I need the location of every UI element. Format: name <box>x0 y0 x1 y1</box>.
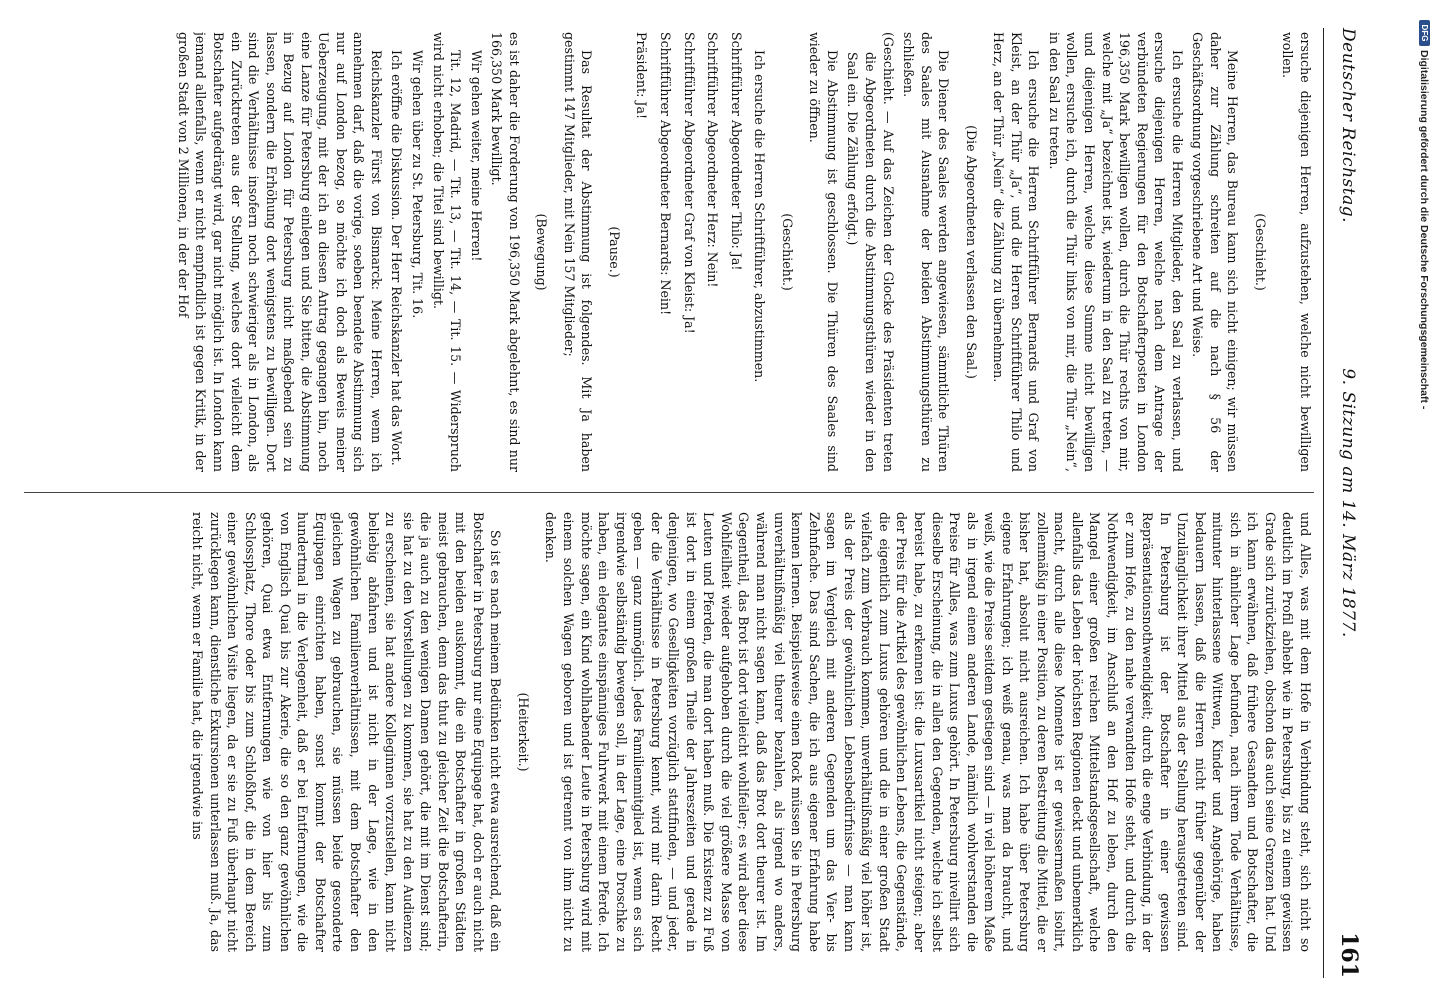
paragraph: (Geschieht. — Auf das Zeichen der Glocke des Präsidenten treten die Abgeordneten durch die Abstimmungsthüren wieder in den Saal ein. Die Zählung erfolgt.) <box>845 32 896 472</box>
paragraph: Schriftführer Abgeordneter Bernards: Nein! <box>658 32 674 316</box>
paragraph: ersuche diejenigen Herren, aufzustehen, welche nicht bewilligen wollen. <box>1280 32 1313 472</box>
paragraph: Ich ersuche die Herren Schriftführer Bernards und Graf von Kleist, an der Thür „Ja“, und die Herren Schriftführer Thilo und Herz, an der Thür „Nein“ die Zählung zu übernehmen. <box>991 32 1042 472</box>
paragraph: (Die Abgeordneten verlassen den Saal.) <box>963 125 979 379</box>
column-divider <box>24 492 1314 493</box>
paragraph: (Heiterkeit.) <box>515 692 531 772</box>
page-number: 161 <box>1336 932 1362 978</box>
paragraph: Ich eröffne die Diskussion. Der Herr Reichskanzler hat das Wort. <box>389 50 405 466</box>
paragraph: (Bewegung) <box>534 213 550 291</box>
paragraph: es ist daher die Forderung von 196,350 Mark abgelehnt, es sind nur 166,350 Mark bewilligt. <box>489 32 522 472</box>
text-column-right <box>24 512 1314 952</box>
paragraph: Das Resultat der Abstimmung ist folgendes. Mit Ja haben gestimmt 147 Mitglieder, mit Nein 157 Mitglieder; <box>561 32 595 472</box>
digitization-credit <box>1416 50 1432 770</box>
paragraph: Präsident: Ja! <box>634 32 650 120</box>
header-session: 9. Sitzung am 14. März 1877. <box>1338 368 1358 638</box>
paragraph: Meine Herren, das Bureau kann sich nicht einigen; wir müssen daher zur Zählung schreiten auf die nach § 56 der Geschäftsordnung vorgeschriebene Art und Weise. <box>1190 32 1241 472</box>
paragraph: Ich ersuche die Herren Mitglieder, den Saal zu verlassen, und ersuche diejenigen Herren, welche nach dem Antrage der verbündeten Regierungen für den Botschafterposten in London 196,350 Mark bewilligen wollen, durch die Thür rechts von mir, welche mit „Ja“ bezeichnet ist, wiederum in den Saal zu treten, — und diejenigen Herren, welche diese Summe nicht bewilligen wollen, ersuche ich, durch die Thür links von mir, die Thür „Nein“, in den Saal zu treten. <box>1046 32 1185 472</box>
paragraph: (Geschieht.) <box>1252 213 1268 291</box>
header-publication: Deutscher Reichstag. <box>1338 28 1358 223</box>
paragraph: Reichskanzler Fürst von Bismarck: Meine Herren, wenn ich annehmen darf, daß die vorige, soeben beendete Abstimmung sich nur auf London bezog, so möchte ich doch als Beweis meiner Ueberzeugung, mit der ich an diesen Antrag gegangen bin, noch eine Lanze für Petersburg einlegen und Sie bitten, die Abstimmung in Bezug auf London für Petersburg nicht maßgebend sein zu lassen, sondern die Erhöhung dort wenigstens zu bewilligen. Dort sind die Verhältnisse insofern noch schwieriger als in London, als ein Zurücktreten aus der Stellung, welches dort vielleicht dem Botschafter aufgedrängt wird, gar nicht möglich ist. In London kann jemand allenfalls, wenn er nicht empfindlich ist gegen Kritik, in der großen Stadt von 2 Millionen, in der der Hof <box>175 32 384 472</box>
paragraph: Schriftführer Abgeordneter Thilo: Ja! <box>728 32 744 271</box>
paragraph: Ich ersuche die Herren Schriftführer, abzustimmen. <box>752 50 768 383</box>
paragraph: Wir gehen über zu St. Petersburg, Tit. 16. <box>410 50 426 319</box>
paragraph: So ist es nach meinem Bedünken nicht etwa ausreichend, daß ein Botschafter in Petersburg nur eine Equipage hat, doch er auch nicht mit den beiden auskommt, die ein Botschafter in großen Städten meist gebrauchen, denn das thut zu gleicher Zeit die Botschafterin, die ja auch zu den wenigen Damen gehört, die mit im Dienst sind; sie hat zu den Vorstellungen zu kommen, sie hat zu den Audienzen zu erscheinen, sie hat andere Kolleginnen vorzustellen, kann nicht beliebig abfahren und ist nicht in der Lage, wie in den gewöhnlichen Familienverhältnissen, mit dem Botschafter den gleichen Wagen zu gebrauchen, sie müssen beide gesonderte Equipagen einrichten haben, sonst kommt der Botschafter hundertmal in die Verlegenheit, daß er bei Entfernungen, wie die von Englisch Quai bis zur Akerie, die so den ganz gewöhnlichen gehören, Quai etwa Entfernungen wie von hier bis zum Schlossplatz, Thore oder bis zum Schloßhof, die in dem Bereich einer gewöhnlichen Visite liegen, da er sie zu Fuß überhaupt nicht zurücklegen kann, dienstliche Exkursionen unterlassen muß. Ja, das reicht nicht, wenn er Familie hat, die irgendwie ins <box>190 512 504 952</box>
paragraph: (Pause.) <box>606 226 622 278</box>
paragraph: Schriftführer Abgeordneter Graf von Kleist: Ja! <box>681 32 697 334</box>
paragraph: Die Abstimmung ist geschlossen. Die Thüren des Saales sind wieder zu öffnen. <box>807 32 840 472</box>
text-column-left <box>24 32 1314 472</box>
dfg-badge-label: DFG <box>1420 24 1429 42</box>
paragraph: Die Diener des Saales werden angewiesen, sämmtliche Thüren des Saales mit Ausnahme der beiden Abstimmungsthüren zu schließen. <box>901 32 952 472</box>
paragraph: (Geschieht.) <box>779 213 795 291</box>
paragraph: Tit. 12, Madrid, — Tit. 13, — Tit. 14, — Tit. 15. — Widerspruch wird nicht erhoben; die Titel sind bewilligt. <box>430 32 464 472</box>
paragraph: Schriftführer Abgeordneter Herz: Nein! <box>705 32 721 288</box>
digitization-credit-text: Digitalisierung gefördert durch die Deutsche Forschungsgemeinschaft - <box>1418 50 1430 410</box>
paragraph: Wir gehen weiter, meine Herren! <box>468 50 484 262</box>
paragraph: und Alles, was mit dem Hofe in Verbindung steht, sich nicht so deutlich im Profil abhebt wie in Petersburg, bis zu einem gewissen Grade sich zurückziehen, obschon das auch seine Grenzen hat. Und ich kann erwähnen, daß frühere Gesandten und Botschafter, die sich in ähnlicher Lage befunden, nach ihrem Tode Verhältnisse, mitunter hinterlassene Wittwen, Kinder und Angehörige, haben bedauern lassen, daß die Herren nicht früher gegenüber der Unzulänglichkeit ihrer Mittel aus der Stellung herausgetreten sind. In Petersburg ist der Botschafter in einer gewissen Repräsentationsnothwendigkeit; durch die enge Verbindung, in der er zum Hofe, zu den nahe verwandten Hofe steht, und durch die Nothwendigkeit, im Anschluß an den Hof zu leben, durch den Mangel einer großen reichen Mittelstandsgesellschaft, welche allenfalls das Leben der höchsten Regionen deckt und unbemerklich macht, durch alle diese Momente ist er gewissermaßen isolirt, zollenmäßig in einer Position, zu deren Bestreitung die Mittel, die er bisher hat, absolut nicht ausreichen. Ich habe über Petersburg eigene Erfahrungen; ich weiß genau, was man da braucht, und weiß, wie die Preise seitdem gestiegen sind — in viel höherem Maße als in irgend einem anderen Lande, nämlich wohlverstanden die Preise für Alles, was zum Luxus gehört. In Petersburg nivellirt sich dieselbe Erscheinung, die in allen den Gegenden, welche ich selbst bereist habe, zu erkennen ist: die Luxusartikel nicht steigen; aber der Preis für die Artikel des gewöhnlichen Lebens, die Gegenstände, die eigentlich zum Luxus gehören und die in einer großen Stadt vielfach zum Verbrauch kommen, unverhältnißmäßig viel höher ist, als der Preis der gewöhnlichen Lebensbedürfnisse — man kann sagen im Vergleich mit anderen Gegenden um das Vier- bis Zehnfache. Das sind Sachen, die ich aus eigener Erfahrung habe kennen lernen. Beispielsweise einen Rock müssen Sie in Petersburg unverhältnißmäßig viel theurer bezahlen, als irgend wo anders, während man nicht sagen kann, daß das Brot dort theurer ist. Im Gegentheil, das Brot ist dort vielleicht wohlfeiler; es wird aber diese Wohlfeilheit wieder aufgehoben durch die viel größere Masse von Leuten und Pferden, die man dort haben muß. Die Existenz zu Fuß ist dort in einem großen Theile der Jahreszeiten und gerade in denjenigen, wo Geselligkeiten vorzüglich stattfinden, — und jeder, der die Verhältnisse in Petersburg kennt, wird mir darin Recht geben — ganz unmöglich. Jedes Familienmitglied ist, wenn es sich irgendwie selbständig bewegen soll, in der Lage, eine Droschke zu haben, ein elegantes einspänniges Fuhrwerk mit einem Pferde. Ich möchte sagen, ein Kind wohlhabender Leute in Petersburg wird mit einem solchen Wagen geboren und ist getrennt von ihm nicht zu denken. <box>543 512 1313 952</box>
page-header <box>1323 28 1368 978</box>
dfg-logo-badge <box>1419 20 1430 46</box>
